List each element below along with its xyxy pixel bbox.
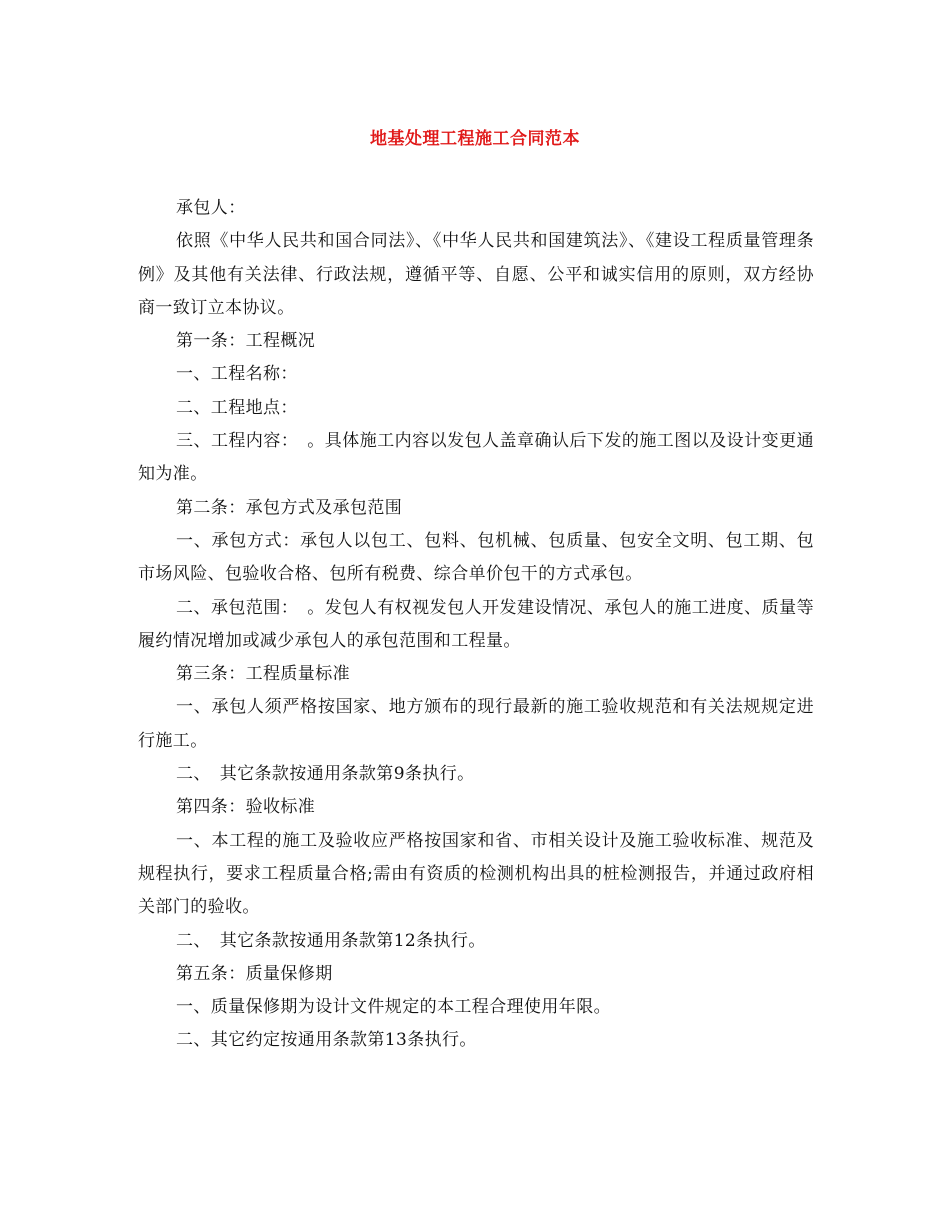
- article-1-heading: 第一条：工程概况: [176, 331, 316, 352]
- paragraph-quality-standard: 一、承包人须严格按国家、地方颁布的现行最新的施工验收规范和有关法规规定进行施工。: [138, 697, 814, 751]
- document-title: 地基处理工程施工合同范本: [370, 129, 580, 149]
- document-body: [138, 192, 814, 1058]
- paragraph-contractor: 承包人：: [176, 198, 246, 218]
- paragraph-contract-scope: 二、承包范围： 。发包人有权视发包人开发建设情况、承包人的施工进度、质量等履约情况增加或减少承包人的承包范围和工程量。: [138, 597, 814, 651]
- article-4-heading: 第四条：验收标准: [176, 797, 316, 818]
- paragraph-contract-method: 一、承包方式：承包人以包工、包料、包机械、包质量、包安全文明、包工期、包市场风险、包验收合格、包所有税费、综合单价包干的方式承包。: [138, 530, 814, 585]
- article-5-heading: 第五条：质量保修期: [176, 963, 333, 984]
- article-2-heading: 第二条：承包方式及承包范围: [176, 497, 403, 518]
- paragraph-project-content: 三、工程内容： 。具体施工内容以发包人盖章确认后下发的施工图以及设计变更通知为准。: [138, 431, 814, 485]
- paragraph-acceptance-standard: 一、本工程的施工及验收应严格按国家和省、市相关设计及施工验收标准、规范及规程执行，要求工程质量合格;需由有资质的检测机构出具的桩检测报告，并通过政府相关部门的验收。: [138, 830, 814, 918]
- paragraph-warranty-period: 一、质量保修期为设计文件规定的本工程合理使用年限。: [176, 997, 611, 1018]
- paragraph-project-location: 二、工程地点：: [176, 397, 298, 418]
- paragraph-warranty-other: 二、其它约定按通用条款第13条执行。: [176, 1030, 477, 1051]
- paragraph-quality-other: 二、 其它条款按通用条款第9条执行。: [176, 764, 475, 785]
- paragraph-acceptance-other: 二、 其它条款按通用条款第12条执行。: [176, 930, 486, 951]
- article-3-heading: 第三条：工程质量标准: [176, 664, 350, 685]
- paragraph-legal-basis: 依照《中华人民共和国合同法》、《中华人民共和国建筑法》、《建设工程质量管理条例》及其他有关法律、行政法规，遵循平等、自愿、公平和诚实信用的原则，双方经协商一致订立本协议。: [138, 231, 814, 318]
- paragraph-project-name: 一、工程名称：: [176, 364, 298, 385]
